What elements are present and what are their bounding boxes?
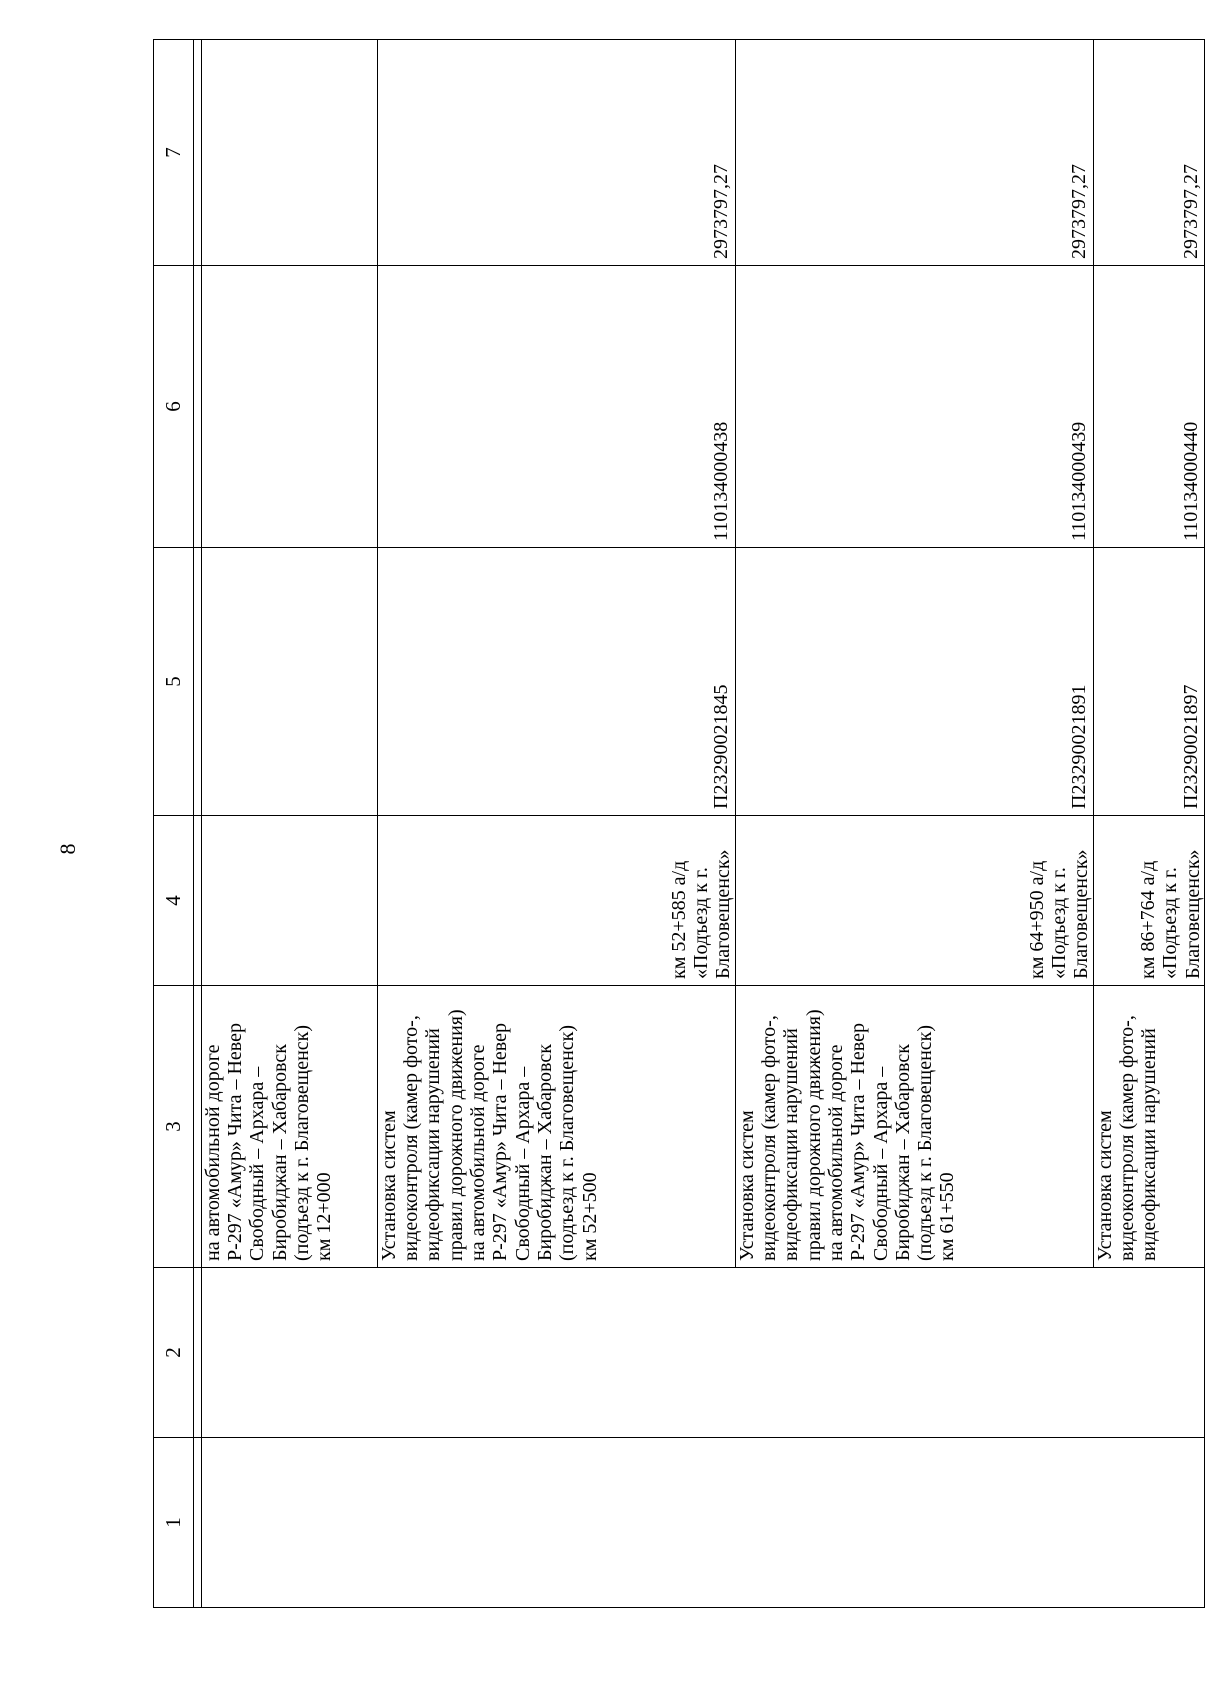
description-line: (подъезд к г. Благовещенск) [291, 1024, 314, 1261]
description-line: (подъезд к г. Благовещенск) [556, 1024, 579, 1261]
description-line: Р-297 «Амур» Чита – Невер [847, 1023, 870, 1261]
spacer-cell [193, 548, 201, 816]
description-line: правил дорожного движения) [444, 1009, 467, 1261]
col1-merged-cell [201, 1438, 1204, 1608]
description-line: видеофиксации нарушений [780, 1028, 803, 1261]
col2-merged-cell [201, 1268, 1204, 1438]
location-line: «Подъезд к г. [690, 867, 713, 979]
description-line: км 12+000 [313, 1172, 336, 1261]
description-line: на автомобильной дороге [824, 1044, 847, 1261]
location-line: Благовещенск» [1070, 849, 1093, 979]
location-line: км 86+764 а/д [1137, 860, 1160, 979]
description-line: Свободный – Архара – [869, 1066, 892, 1261]
location-line: км 52+585 а/д [667, 860, 690, 979]
description-line: видеоконтроля (камер фото-, [758, 1015, 781, 1261]
column-header-1: 1 [154, 1438, 194, 1608]
amount-cell: 2973797,27 [377, 40, 735, 266]
description-line: Биробиджан – Хабаровск [268, 1044, 291, 1261]
location-cell [201, 816, 377, 986]
code6-cell: 110134000440 [1093, 266, 1204, 548]
amount-cell [201, 40, 377, 266]
column-header-6: 6 [154, 266, 194, 548]
description-line: (подъезд к г. Благовещенск) [914, 1024, 937, 1261]
code5-cell: П23290021891 [735, 548, 1093, 816]
description-line: Свободный – Архара – [511, 1066, 534, 1261]
description-line: на автомобильной дороге [201, 1044, 224, 1261]
description-line: Р-297 «Амур» Чита – Невер [489, 1023, 512, 1261]
description-line: правил дорожного движения) [802, 1009, 825, 1261]
description-line: Р-297 «Амур» Чита – Невер [224, 1023, 247, 1261]
code5-cell: П23290021845 [377, 548, 735, 816]
description-line: Свободный – Архара – [246, 1066, 269, 1261]
description-line: Биробиджан – Хабаровск [533, 1044, 556, 1261]
spacer-cell [193, 986, 201, 1268]
rotated-table-frame [153, 40, 1205, 1608]
spacer-cell [193, 1268, 201, 1438]
amount-cell: 2973797,27 [735, 40, 1093, 266]
description-line: Биробиджан – Хабаровск [891, 1044, 914, 1261]
description-line: на автомобильной дороге [467, 1044, 490, 1261]
description-line: видеофиксации нарушений [1138, 1028, 1161, 1261]
description-cell [201, 986, 377, 1268]
description-line: км 61+550 [936, 1172, 959, 1261]
description-line: видеоконтроля (камер фото-, [400, 1015, 423, 1261]
description-line: видеофиксации нарушений [422, 1028, 445, 1261]
column-header-2: 2 [154, 1268, 194, 1438]
description-cell [1093, 986, 1204, 1268]
spacer-cell [193, 816, 201, 986]
location-line: «Подъезд к г. [1048, 867, 1071, 979]
description-line: видеоконтроля (камер фото-, [1115, 1015, 1138, 1261]
page-number: 8 [55, 843, 80, 855]
spacer-cell [193, 1438, 201, 1608]
description-cell [735, 986, 1093, 1268]
location-cell [377, 816, 735, 986]
table-spacer-row [193, 40, 201, 1608]
column-header-5: 5 [154, 548, 194, 816]
description-line: км 52+500 [578, 1172, 601, 1261]
description-line: Установка систем [1093, 1110, 1116, 1261]
location-line: Благовещенск» [1181, 849, 1204, 979]
code6-cell [201, 266, 377, 548]
table-container [153, 40, 1205, 1608]
code5-cell [201, 548, 377, 816]
location-cell [735, 816, 1093, 986]
code5-cell: П23290021897 [1093, 548, 1204, 816]
spacer-cell [193, 266, 201, 548]
data-table [153, 39, 1205, 1608]
description-line: Установка систем [377, 1110, 400, 1261]
amount-cell: 2973797,27 [1093, 40, 1204, 266]
table-header-row [154, 40, 194, 1608]
column-header-4: 4 [154, 816, 194, 986]
location-line: «Подъезд к г. [1159, 867, 1182, 979]
location-line: км 64+950 а/д [1025, 860, 1048, 979]
spacer-cell [193, 40, 201, 266]
description-line: Установка систем [735, 1110, 758, 1261]
location-line: Благовещенск» [712, 849, 735, 979]
location-cell [1093, 816, 1204, 986]
code6-cell: 110134000438 [377, 266, 735, 548]
code6-cell: 110134000439 [735, 266, 1093, 548]
description-cell [377, 986, 735, 1268]
column-header-3: 3 [154, 986, 194, 1268]
table-row [201, 40, 377, 1608]
column-header-7: 7 [154, 40, 194, 266]
